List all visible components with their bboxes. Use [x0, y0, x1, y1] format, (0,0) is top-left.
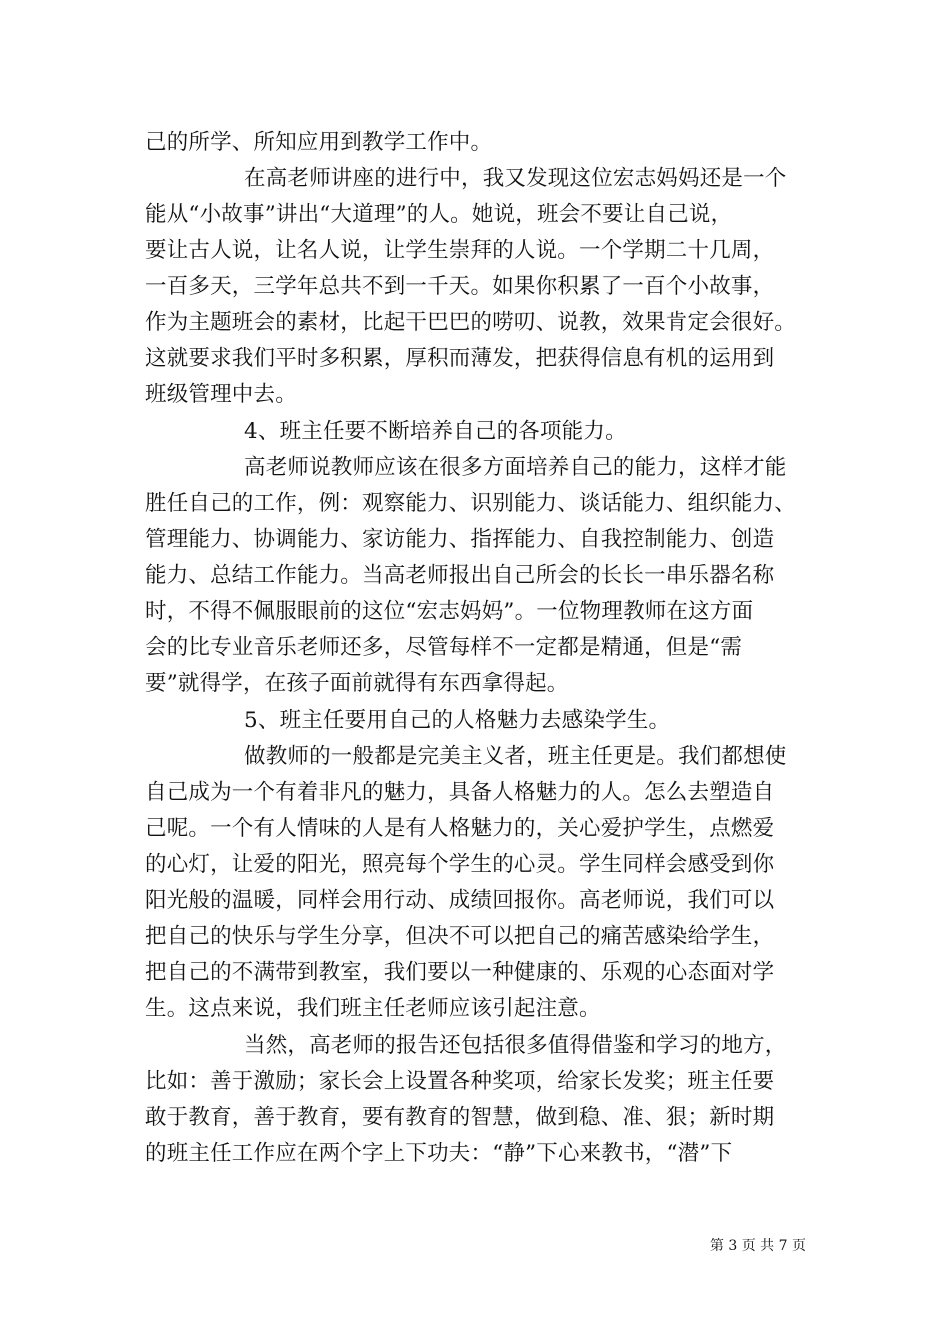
text-line: 这就要求我们平时多积累，厚积而薄发，把获得信息有机的运用到 — [145, 346, 775, 371]
text-line: 敢于教育，善于教育，要有教育的智慧，做到稳、准、狠；新时期 — [145, 1105, 775, 1130]
text-line: 把自己的不满带到教室，我们要以一种健康的、乐观的心态面对学 — [145, 960, 775, 985]
section-heading: 4、班主任要不断培养自己的各项能力。 — [244, 419, 627, 444]
text-line: 的心灯，让爱的阳光，照亮每个学生的心灵。学生同样会感受到你 — [145, 852, 775, 877]
paragraph-first-line: 当然，高老师的报告还包括很多值得借鉴和学习的地方， — [244, 1033, 787, 1058]
text-line: 要”就得学，在孩子面前就得有东西拿得起。 — [145, 671, 569, 696]
text-line: 自己成为一个有着非凡的魅力，具备人格魅力的人。怎么去塑造自 — [145, 780, 775, 805]
paragraph-first-line: 高老师说教师应该在很多方面培养自己的能力，这样才能 — [244, 455, 787, 480]
text-line: 能从“小故事”讲出“大道理”的人。她说，班会不要让自己说， — [145, 202, 733, 227]
text-line: 时，不得不佩服眼前的这位“宏志妈妈”。一位物理教师在这方面 — [145, 599, 754, 624]
text-line: 能力、总结工作能力。当高老师报出自己所会的长长一串乐器名称 — [145, 563, 775, 588]
text-line: 己的所学、所知应用到教学工作中。 — [145, 130, 493, 155]
paragraph-first-line: 在高老师讲座的进行中，我又发现这位宏志妈妈还是一个 — [244, 166, 787, 191]
text-line: 班级管理中去。 — [145, 382, 297, 407]
page-number: 第 3 页 共 7 页 — [709, 1238, 806, 1254]
text-line: 阳光般的温暖，同样会用行动、成绩回报你。高老师说，我们可以 — [145, 888, 775, 913]
text-line: 的班主任工作应在两个字上下功夫：“静”下心来教书，“潜”下 — [145, 1141, 733, 1166]
text-line: 己呢。一个有人情味的人是有人格魅力的，关心爱护学生，点燃爱 — [145, 816, 775, 841]
section-heading: 5、班主任要用自己的人格魅力去感染学生。 — [244, 708, 671, 733]
text-line: 把自己的快乐与学生分享，但决不可以把自己的痛苦感染给学生， — [145, 924, 775, 949]
text-line: 作为主题班会的素材，比起干巴巴的唠叨、说教，效果肯定会很好。 — [145, 310, 797, 335]
text-line: 要让古人说，让名人说，让学生崇拜的人说。一个学期二十几周， — [145, 238, 775, 263]
text-line: 会的比专业音乐老师还多，尽管每样不一定都是精通，但是“需 — [145, 635, 743, 660]
paragraph-first-line: 做教师的一般都是完美主义者，班主任更是。我们都想使 — [244, 744, 787, 769]
text-line: 管理能力、协调能力、家访能力、指挥能力、自我控制能力、创造 — [145, 527, 775, 552]
text-line: 比如：善于激励；家长会上设置各种奖项，给家长发奖；班主任要 — [145, 1069, 775, 1094]
text-line: 胜任自己的工作，例：观察能力、识别能力、谈话能力、组织能力、 — [145, 491, 797, 516]
text-line: 一百多天，三学年总共不到一千天。如果你积累了一百个小故事， — [145, 274, 775, 299]
text-line: 生。这点来说，我们班主任老师应该引起注意。 — [145, 996, 601, 1021]
